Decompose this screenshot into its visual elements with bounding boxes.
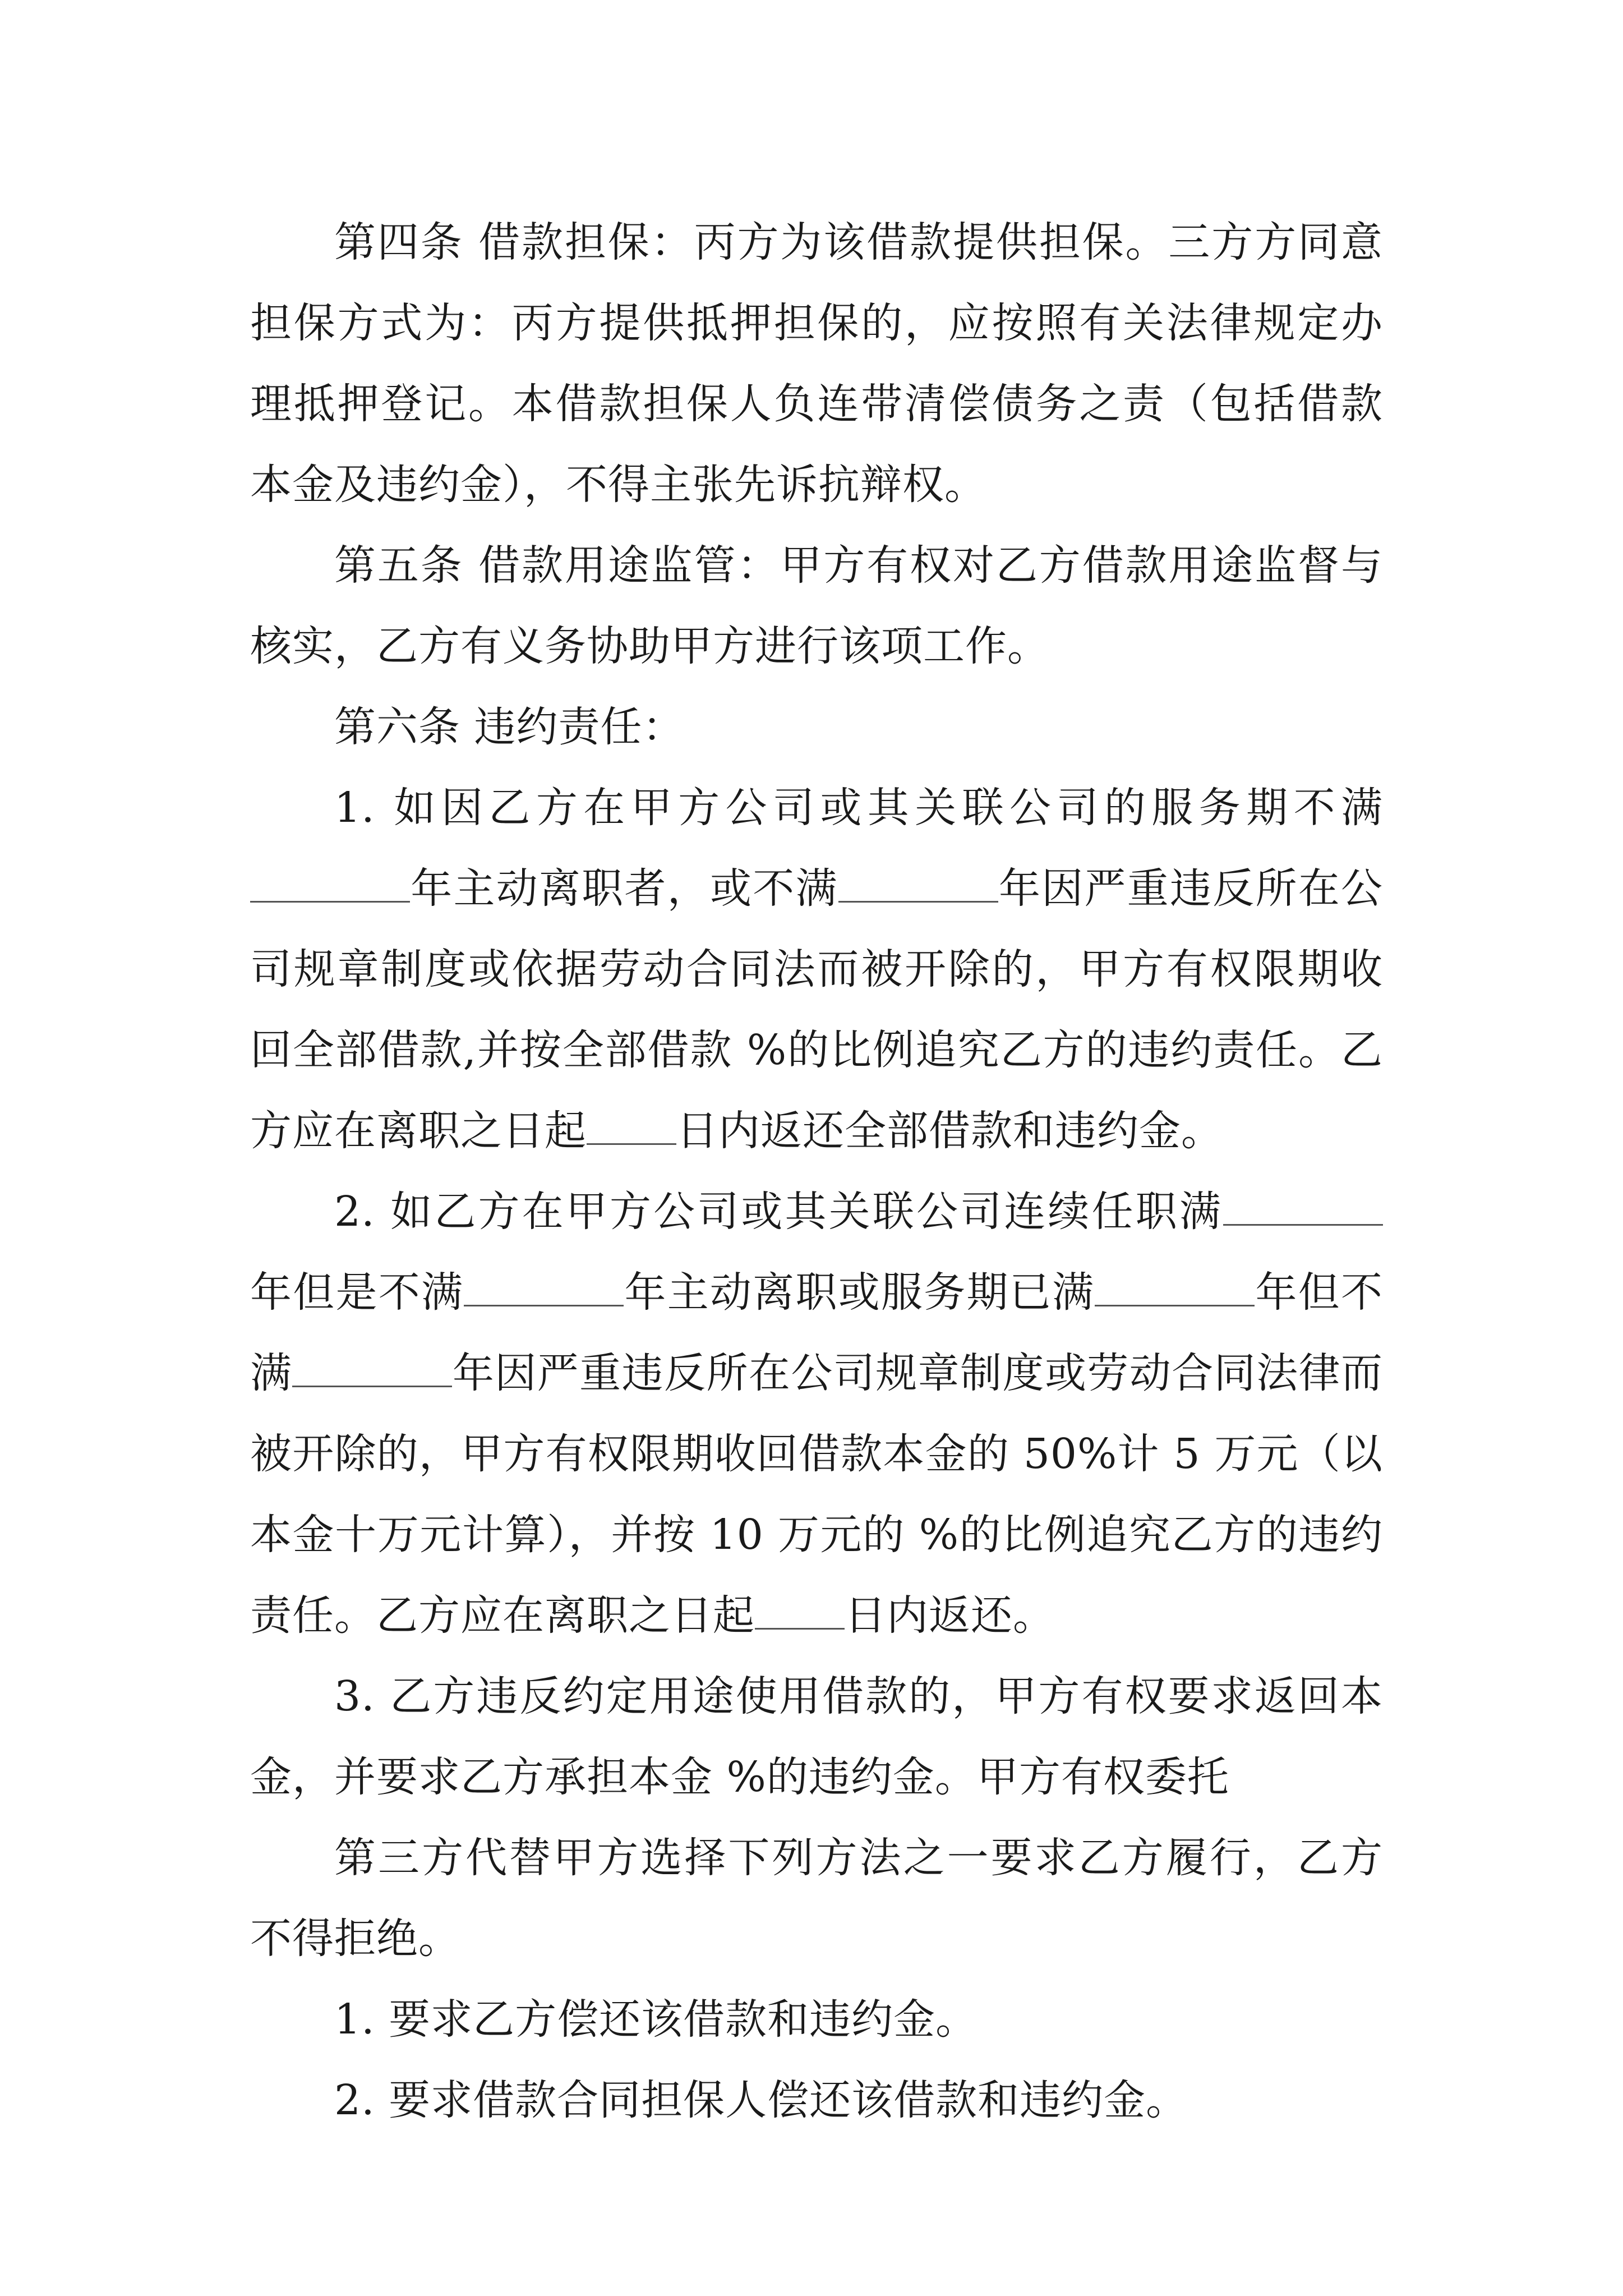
method-1-item: 1. 要求乙方偿还该借款和违约金。 <box>334 1995 978 2044</box>
blank-line <box>250 863 410 903</box>
clause-2-paragraph <box>250 1171 1383 1656</box>
clause-2-text-c: 年主动离职或服务期已满 <box>624 1268 1095 1317</box>
clause-2-text-b: 年但是不满 <box>250 1268 464 1317</box>
article-4-paragraph: 第四条 借款担保：丙方为该借款提供担保。三方方同意担保方式为：丙方提供抵押担保的，应按照有关法律规定办理抵押登记。本借款担保人负连带清偿债务之责（包括借款本金及违约金），不得主张先诉抗辩权。 <box>250 218 1383 509</box>
blank-line <box>1095 1267 1255 1306</box>
clause-2-text-d: 年但不满 <box>250 1268 1383 1397</box>
blank-line <box>755 1590 845 1630</box>
blank-line <box>1223 1186 1383 1226</box>
blank-line <box>587 1106 676 1145</box>
article-5-paragraph: 第五条 借款用途监管：甲方有权对乙方借款用途监督与核实，乙方有义务协助甲方进行该项工作。 <box>250 541 1383 670</box>
third-party-paragraph: 第三方代替甲方选择下列方法之一要求乙方履行，乙方不得拒绝。 <box>250 1834 1383 1963</box>
clause-1-text-c: 年因严重违反所在公司规章制度或依据劳动合同法而被开除的，甲方有权限期收回全部借款,并按全部借款 %的比例追究乙方的违约责任。乙方应在离职之日起 <box>250 864 1383 1155</box>
clause-2-text-f: 日内返还。 <box>845 1591 1055 1640</box>
article-6-heading: 第六条 违约责任： <box>334 703 685 751</box>
clause-1-paragraph <box>250 767 1383 1171</box>
clause-1-text-b: 年主动离职者，或不满 <box>410 864 838 913</box>
blank-line <box>838 863 998 903</box>
clause-2-text-e: 年因严重违反所在公司规章制度或劳动合同法律而被开除的，甲方有权限期收回借款本金的 50%计 5 万元（以本金十万元计算），并按 10 万元的 %的比例追究乙方的违约责任。乙方应在离职之日起 <box>250 1349 1383 1640</box>
clause-2-text-a: 2. 如乙方在甲方公司或其关联公司连续任职满 <box>334 1188 1223 1236</box>
method-2-item: 2. 要求借款合同担保人偿还该借款和违约金。 <box>334 2076 1188 2124</box>
clause-3-paragraph: 3. 乙方违反约定用途使用借款的，甲方有权要求返回本金，并要求乙方承担本金 %的违约金。甲方有权委托 <box>250 1672 1383 1801</box>
clause-1-text-a: 1. 如因乙方在甲方公司或其关联公司的服务期不满 <box>334 784 1383 832</box>
blank-line <box>464 1267 624 1306</box>
clause-1-text-d: 日内返还全部借款和违约金。 <box>676 1107 1223 1155</box>
document-body <box>250 202 1383 2141</box>
blank-line <box>292 1348 452 1387</box>
